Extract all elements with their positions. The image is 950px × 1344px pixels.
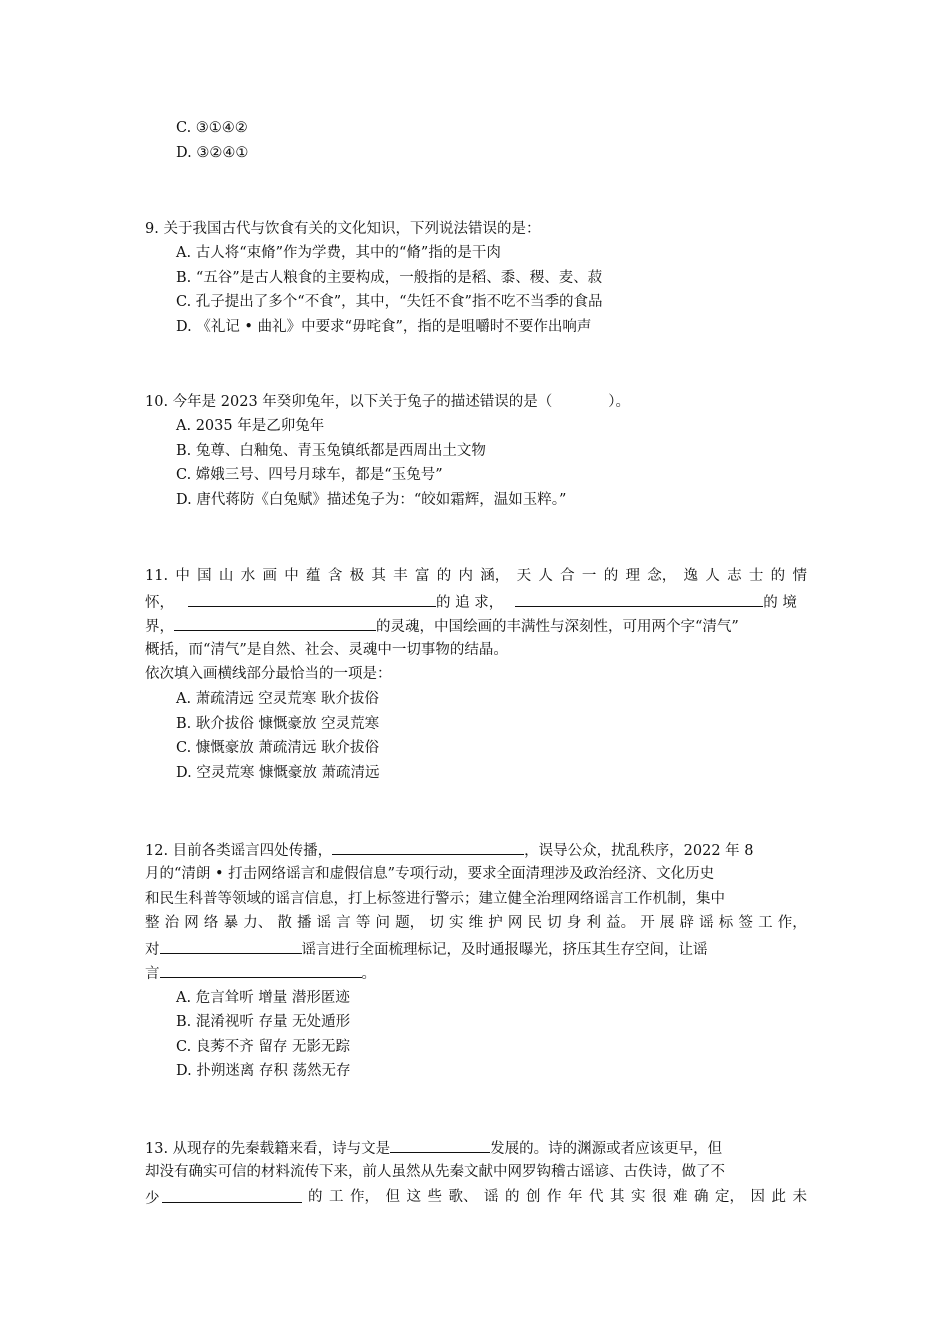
q10-option-d: D. 唐代蒋防《白兔赋》描述兔子为：“皎如霜辉，温如玉粹。” [176,492,567,508]
q11-line-1 [145,566,807,586]
q9-option-a: A. 古人将“束脩”作为学费，其中的“脩”指的是干肉 [176,245,501,261]
spaced-word: 谣 [484,1189,499,1205]
q10-option-c: C. 嫦娥三号、四号月球车，都是“玉兔号” [176,467,443,483]
fill-blank-1 [332,839,524,855]
spaced-word: 逸 [683,568,699,584]
spaced-word: 画 [262,568,277,584]
spaced-word: 标 [718,915,734,931]
spaced-word: 网 [507,915,523,931]
q11-line-3 [145,615,739,637]
spaced-word: 切 [547,915,562,931]
prev-option-d: D. ③②④① [176,145,249,161]
q11-line-4: 概括，而“清气”是自然、社会、灵魂中一切事物的结晶。 [145,642,508,658]
spaced-word: 的 [603,568,619,584]
spaced-word: 整 [145,915,160,931]
spaced-word: 作， [777,915,807,931]
spaced-word: 身 [566,915,582,931]
spaced-word: 实 [631,1189,646,1205]
spaced-word: 言 [336,915,351,931]
spaced-word: 的 [770,568,786,584]
q11-line-5: 依次填入画横线部分最恰当的一项是： [145,666,392,682]
fill-blank-2 [515,591,763,607]
spaced-word: 很 [652,1189,667,1205]
spaced-word: 人 [705,568,720,584]
q13-line-2: 却没有确实可信的材料流传下来，前人虽然从先秦文献中网罗钩稽古谣谚、古佚诗，做了不 [145,1164,725,1180]
spaced-word: 国 [197,568,212,584]
q12-line5-b: 谣言进行全面梳理标记，及时通报曝光，挤压其生存空间，让谣 [301,942,708,958]
q10-stem-end: ）。 [608,394,631,410]
q12-line-1 [145,839,754,861]
q11-option-c: C. 慷慨豪放 萧疏清远 耿介拔俗 [176,740,380,756]
fill-blank-2 [162,1187,302,1203]
spaced-word: 暴 [223,915,239,931]
spaced-word: 山 [218,568,234,584]
q9-stem: 9. 关于我国古代与饮食有关的文化知识，下列说法错误的是： [145,221,541,237]
q13-line-1 [145,1137,722,1159]
q13-line3-a: 少 [145,1191,160,1207]
q11-line2-b: 的 追 求， [436,595,504,611]
q11-line3-a: 界， [145,619,174,635]
spaced-word: 人 [538,568,553,584]
q12-line6-b: 。 [361,966,376,982]
spaced-word: 展 [659,915,675,931]
spaced-word: 代 [589,1189,604,1205]
spaced-word: 辟 [679,915,695,931]
q12-line-3: 和民生科普等领域的谣言信息，打上标签进行警示；建立健全治理网络谣言工作机制，集中 [145,891,725,907]
q13-line-3 [145,1187,807,1209]
spaced-word: 中 [284,568,299,584]
q11-line-2 [145,591,797,613]
spaced-word: 散 [277,915,292,931]
spaced-word: 利 [586,915,601,931]
prev-option-c: C. ③①④② [176,120,248,136]
spaced-word: 题， [395,915,425,931]
spaced-word: 中 [175,568,190,584]
spaced-word: 定， [715,1189,744,1205]
q9-option-d: D. 《礼记 • 曲礼》中要求“毋咤食”，指的是咀嚼时不要作出响声 [176,319,592,335]
spaced-word: 开 [640,915,655,931]
q12-option-a: A. 危言耸听 增量 潜形匿迹 [176,990,350,1006]
spaced-word: 的 [436,568,452,584]
spaced-word: 网 [184,915,199,931]
spaced-word: 确 [694,1189,709,1205]
spaced-word: 天 [516,568,532,584]
spaced-word: 丰 [393,568,408,584]
spaced-word: 的 [308,1189,323,1205]
spaced-word: 的 [505,1189,520,1205]
spaced-word: 这 [406,1189,421,1205]
spaced-word: 工 [758,915,773,931]
spaced-word: 但 [385,1189,400,1205]
q12-option-d: D. 扑朔迷离 存积 荡然无存 [176,1063,351,1079]
spaced-word: 其 [610,1189,625,1205]
q12-line-5 [145,938,708,960]
spaced-word: 合 [560,568,575,584]
spaced-word: 情 [792,568,807,584]
spaced-word: 实 [448,915,464,931]
q11-line3-b: 的灵魂，中国绘画的丰满性与深刻性，可用两个字“清气” [376,619,739,635]
spaced-word: 内 [458,568,473,584]
q9-option-b: B. “五谷”是古人粮食的主要构成，一般指的是稻、黍、稷、麦、菽 [176,270,603,286]
q12-line6-a: 言 [145,966,160,982]
spaced-word: 此 [771,1189,786,1205]
spaced-word: 士 [748,568,764,584]
spaced-word: 其 [371,568,386,584]
spaced-word: 谣 [316,915,332,931]
spaced-word: 益。 [606,915,636,931]
q11-option-b: B. 耿介拔俗 慷慨豪放 空灵荒寒 [176,716,380,732]
spaced-word: 富 [414,568,430,584]
fill-blank-2 [160,938,302,954]
q12-option-c: C. 良莠不齐 留存 无影无踪 [176,1039,351,1055]
spaced-word: 些 [427,1189,442,1205]
spaced-word: 歌、 [448,1189,478,1205]
spaced-word: 作 [547,1189,562,1205]
spaced-word: 未 [792,1189,807,1205]
spaced-word: 工 [329,1189,344,1205]
spaced-word: 谣 [699,915,714,931]
spaced-word: 治 [164,915,180,931]
fill-blank-3 [174,615,376,631]
q12-line-4 [145,913,807,933]
q10-stem-text: 10. 今年是 2023 年癸卯兔年，以下关于兔子的描述错误的是（ [145,394,553,410]
spaced-word: 含 [327,568,343,584]
q11-option-a: A. 萧疏清远 空灵荒寒 耿介拔俗 [176,691,379,707]
q11-line2-c: 的 境 [763,595,797,611]
spaced-word: 护 [488,915,503,931]
spaced-word: 11. [145,568,169,584]
spaced-word: 难 [673,1189,688,1205]
q12-option-b: B. 混淆视听 存量 无处遁形 [176,1014,351,1030]
q12-line-6 [145,962,376,984]
spaced-word: 蕴 [306,568,321,584]
q12-line1-b: ，误导公众，扰乱秩序，2022 年 8 [524,843,754,859]
q10-option-a: A. 2035 年是乙卯兔年 [176,418,325,434]
q12-line5-a: 对 [145,942,160,958]
spaced-word: 维 [468,915,484,931]
q11-line2-a: 怀， [145,595,174,611]
spaced-word: 极 [349,568,365,584]
spaced-word: 水 [240,568,256,584]
q12-line1-a: 12. 目前各类谣言四处传播， [145,843,333,859]
spaced-word: 理 [625,568,640,584]
q13-line1-a: 13. 从现存的先秦载籍来看，诗与文是 [145,1141,391,1157]
spaced-word: 力、 [243,915,273,931]
fill-blank-3 [160,962,362,978]
spaced-word: 涵， [480,568,510,584]
q10-stem [145,392,630,412]
spaced-word: 问 [375,915,391,931]
spaced-word: 签 [738,915,753,931]
spaced-word: 一 [581,568,597,584]
q10-option-b: B. 兔尊、白釉兔、青玉兔镇纸都是西周出土文物 [176,443,486,459]
spaced-word: 播 [296,915,312,931]
q11-option-d: D. 空灵荒寒 慷慨豪放 萧疏清远 [176,765,380,781]
q13-line1-b: 发展的。诗的渊源或者应该更早，但 [490,1141,723,1157]
spaced-word: 创 [526,1189,541,1205]
spaced-word: 因 [750,1189,765,1205]
spaced-word: 年 [568,1189,583,1205]
q13-line3-prefix [145,1187,302,1209]
fill-blank-1 [188,591,436,607]
q12-line-2: 月的“清朗 • 打击网络谣言和虚假信息”专项行动，要求全面清理涉及政治经济、文化历史 [145,866,715,882]
spaced-word: 民 [527,915,543,931]
spaced-word: 等 [355,915,371,931]
fill-blank-1 [390,1137,490,1153]
q9-option-c: C. 孔子提出了多个“不食”，其中，“失饪不食”指不吃不当季的食品 [176,294,603,310]
spaced-word: 志 [727,568,742,584]
spaced-word: 作， [350,1189,379,1205]
spaced-word: 切 [429,915,444,931]
spaced-word: 络 [203,915,219,931]
spaced-word: 念， [647,568,677,584]
